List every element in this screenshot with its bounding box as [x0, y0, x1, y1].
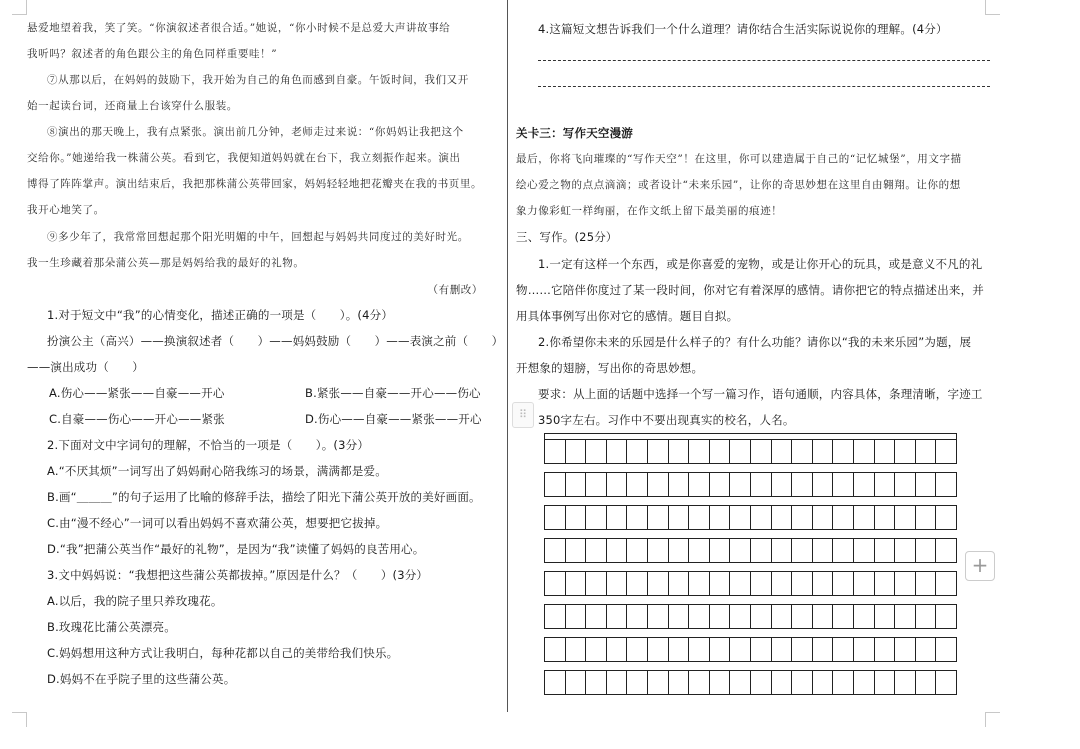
grid-cell[interactable]: [772, 572, 793, 595]
grid-cell[interactable]: [792, 440, 813, 463]
grid-cell[interactable]: [772, 539, 793, 562]
grid-cell[interactable]: [833, 440, 854, 463]
grid-cell[interactable]: [895, 605, 916, 628]
grid-cell[interactable]: [772, 638, 793, 661]
grid-cell[interactable]: [751, 506, 772, 529]
grid-cell[interactable]: [833, 671, 854, 694]
grid-cell[interactable]: [936, 671, 956, 694]
grid-cell[interactable]: [586, 572, 607, 595]
grid-cell[interactable]: [792, 506, 813, 529]
grid-cell[interactable]: [669, 638, 690, 661]
passage-line: 交给你。”她递给我一株蒲公英。看到它，我便知道妈妈就在台下，我立刻振作起来。演出: [27, 152, 461, 164]
grid-cell[interactable]: [895, 506, 916, 529]
option-b[interactable]: B.紧张——自豪——开心——伤心: [305, 386, 481, 400]
grid-cell[interactable]: [875, 539, 896, 562]
grid-cell[interactable]: [689, 539, 710, 562]
grid-cell[interactable]: [813, 506, 834, 529]
column-divider: [507, 0, 508, 712]
passage-line: 我一生珍藏着那朵蒲公英—那是妈妈给我的最好的礼物。: [27, 257, 305, 269]
grid-cell[interactable]: [854, 506, 875, 529]
grid-cell[interactable]: [833, 473, 854, 496]
page-corner-mark: [985, 712, 1000, 727]
grid-cell[interactable]: [936, 473, 956, 496]
prompt-1: 物……它陪伴你度过了某一段时间，你对它有着深厚的感情。请你把它的特点描述出来，并: [516, 283, 984, 297]
grid-cell[interactable]: [936, 638, 956, 661]
grid-cell[interactable]: [730, 440, 751, 463]
grid-cell[interactable]: [730, 638, 751, 661]
grid-cell[interactable]: [648, 506, 669, 529]
option-c[interactable]: C.妈妈想用这种方式让我明白，每种花都以自己的美带给我们快乐。: [47, 646, 399, 660]
grid-cell[interactable]: [710, 638, 731, 661]
grid-cell[interactable]: [566, 671, 587, 694]
grid-cell[interactable]: [607, 572, 628, 595]
grid-cell[interactable]: [689, 605, 710, 628]
section-3-heading: 三、写作。(25分）: [516, 230, 618, 244]
level-3-text: 绘心爱之物的点点滴滴；或者设计“未来乐园”，让你的奇思妙想在这里自由翱翔。让你的想: [516, 179, 961, 191]
grid-cell[interactable]: [833, 506, 854, 529]
passage-line: ⑧演出的那天晚上，我有点紧张。演出前几分钟，老师走过来说：“你妈妈让我把这个: [47, 126, 464, 138]
option-d[interactable]: D.“我”把蒲公英当作“最好的礼物”，是因为“我”读懂了妈妈的良苦用心。: [47, 542, 425, 556]
grid-cell[interactable]: [751, 638, 772, 661]
drag-handle-icon[interactable]: ⠿: [512, 402, 534, 428]
grid-cell[interactable]: [607, 638, 628, 661]
grid-cell[interactable]: [710, 605, 731, 628]
grid-cell[interactable]: [916, 671, 937, 694]
grid-cell[interactable]: [607, 473, 628, 496]
page-corner-mark: [12, 712, 27, 727]
grid-cell[interactable]: [772, 473, 793, 496]
prompt-2: 2.你希望你未来的乐园是什么样子的？有什么功能？请你以“我的未来乐园”为题，展: [538, 335, 972, 349]
grid-cell[interactable]: [669, 572, 690, 595]
grid-cell[interactable]: [936, 440, 956, 463]
grid-cell[interactable]: [648, 671, 669, 694]
grid-cell[interactable]: [689, 440, 710, 463]
grid-cell[interactable]: [854, 440, 875, 463]
grid-cell[interactable]: [566, 440, 587, 463]
grid-cell[interactable]: [751, 572, 772, 595]
option-c[interactable]: C.自豪——伤心——开心——紧张: [49, 412, 225, 426]
grid-cell[interactable]: [854, 473, 875, 496]
grid-cell[interactable]: [627, 605, 648, 628]
passage-line: ⑨多少年了，我常常回想起那个阳光明媚的中午，回想起与妈妈共同度过的美好时光。: [47, 231, 469, 243]
grid-cell[interactable]: [936, 506, 956, 529]
grid-cell[interactable]: [689, 638, 710, 661]
option-b[interactable]: B.画“＿＿＿”的句子运用了比喻的修辞手法，描绘了阳光下蒲公英开放的美好画面。: [47, 490, 481, 504]
grid-cell[interactable]: [751, 539, 772, 562]
grid-cell[interactable]: [586, 506, 607, 529]
grid-cell[interactable]: [710, 671, 731, 694]
grid-cell[interactable]: [586, 539, 607, 562]
grid-cell[interactable]: [669, 440, 690, 463]
level-3-text: 象力像彩虹一样绚丽，在作文纸上留下最美丽的痕迹！: [516, 205, 783, 217]
passage-line: 博得了阵阵掌声。演出结束后，我把那株蒲公英带回家，妈妈轻轻地把花瓣夹在我的书页里。: [27, 178, 483, 190]
option-a[interactable]: A.“不厌其烦”一词写出了妈妈耐心陪我练习的场景，满满都是爱。: [47, 464, 387, 478]
grid-cell[interactable]: [813, 671, 834, 694]
grid-cell[interactable]: [545, 473, 566, 496]
grid-cell[interactable]: [936, 539, 956, 562]
grid-cell[interactable]: [916, 605, 937, 628]
grid-cell[interactable]: [545, 671, 566, 694]
passage-line: 我开心地笑了。: [27, 204, 105, 216]
option-b[interactable]: B.玫瑰花比蒲公英漂亮。: [47, 620, 176, 634]
grid-cell[interactable]: [916, 638, 937, 661]
grid-cell[interactable]: [854, 671, 875, 694]
grid-cell[interactable]: [627, 671, 648, 694]
grid-cell[interactable]: [895, 572, 916, 595]
grid-cell[interactable]: [627, 638, 648, 661]
question-2-stem: 2.下面对文中字词句的理解，不恰当的一项是（ ）。(3分）: [47, 438, 370, 452]
page-corner-mark: [12, 0, 27, 15]
grid-cell[interactable]: [813, 638, 834, 661]
grid-cell[interactable]: [875, 605, 896, 628]
grid-cell[interactable]: [586, 671, 607, 694]
grid-cell[interactable]: [689, 506, 710, 529]
grid-cell[interactable]: [833, 539, 854, 562]
grid-cell[interactable]: [895, 539, 916, 562]
composition-grid[interactable]: [544, 439, 957, 703]
level-3-title: 关卡三：写作天空漫游: [516, 126, 633, 140]
grid-row: [544, 604, 957, 629]
grid-cell[interactable]: [648, 440, 669, 463]
grid-row: [544, 538, 957, 563]
grid-cell[interactable]: [813, 539, 834, 562]
grid-cell[interactable]: [813, 605, 834, 628]
grid-cell[interactable]: [772, 605, 793, 628]
grid-cell[interactable]: [669, 506, 690, 529]
grid-cell[interactable]: [916, 473, 937, 496]
grid-cell[interactable]: [627, 473, 648, 496]
grid-cell[interactable]: [916, 572, 937, 595]
grid-cell[interactable]: [895, 671, 916, 694]
grid-cell[interactable]: [730, 605, 751, 628]
grid-row: [544, 505, 957, 530]
grid-row: [544, 439, 957, 464]
grid-cell[interactable]: [545, 638, 566, 661]
question-4-stem: 4.这篇短文想告诉我们一个什么道理？请你结合生活实际说说你的理解。(4分）: [538, 22, 948, 36]
grid-cell[interactable]: [792, 671, 813, 694]
option-d[interactable]: D.伤心——自豪——紧张——开心: [305, 412, 482, 426]
grid-cell[interactable]: [566, 473, 587, 496]
grid-cell[interactable]: [710, 440, 731, 463]
grid-cell[interactable]: [730, 506, 751, 529]
passage-line: 始一起读台词，还商量上台该穿什么服装。: [27, 100, 238, 112]
grid-cell[interactable]: [586, 440, 607, 463]
grid-cell[interactable]: [916, 440, 937, 463]
grid-cell[interactable]: [566, 638, 587, 661]
option-a[interactable]: A.以后，我的院子里只养玫瑰花。: [47, 594, 223, 608]
grid-cell[interactable]: [586, 473, 607, 496]
grid-cell[interactable]: [689, 473, 710, 496]
grid-cell[interactable]: [895, 473, 916, 496]
plus-icon[interactable]: +: [965, 551, 995, 581]
grid-cell[interactable]: [669, 473, 690, 496]
grid-cell[interactable]: [854, 605, 875, 628]
passage-line: 悬爱地望着我，笑了笑。“你演叙述者很合适。”她说，“你小时候不是总爱大声讲故事给: [27, 22, 451, 34]
grid-cell[interactable]: [710, 506, 731, 529]
grid-cell[interactable]: [875, 638, 896, 661]
prompt-2: 开想象的翅膀，写出你的奇思妙想。: [516, 361, 704, 375]
page-corner-mark: [985, 0, 1000, 15]
grid-cell[interactable]: [772, 506, 793, 529]
grid-cell[interactable]: [875, 671, 896, 694]
grid-cell[interactable]: [813, 473, 834, 496]
prompt-1: 1.一定有这样一个东西，或是你喜爱的宠物，或是让你开心的玩具，或是意义不凡的礼: [538, 257, 983, 271]
grid-cell[interactable]: [669, 605, 690, 628]
grid-row: [544, 571, 957, 596]
grid-cell[interactable]: [751, 671, 772, 694]
grid-cell[interactable]: [689, 572, 710, 595]
passage-line: 我听吗？叙述者的角色跟公主的角色同样重要哇！”: [27, 48, 278, 60]
grid-cell[interactable]: [648, 473, 669, 496]
grid-cell[interactable]: [792, 572, 813, 595]
level-3-text: 最后，你将飞向璀璨的“写作天空”！在这里，你可以建造属于自己的“记忆城堡”，用文字描: [516, 153, 962, 165]
grid-cell[interactable]: [566, 506, 587, 529]
grid-cell[interactable]: [936, 605, 956, 628]
grid-cell[interactable]: [545, 440, 566, 463]
grid-cell[interactable]: [751, 473, 772, 496]
grid-cell[interactable]: [566, 539, 587, 562]
grid-cell[interactable]: [916, 539, 937, 562]
grid-cell[interactable]: [875, 440, 896, 463]
grid-cell[interactable]: [669, 539, 690, 562]
grid-cell[interactable]: [545, 572, 566, 595]
grid-cell[interactable]: [875, 473, 896, 496]
question-1-chain: 扮演公主（高兴）——换演叙述者（ ）——妈妈鼓励（ ）——表演之前（ ）: [47, 334, 504, 348]
grid-cell[interactable]: [648, 605, 669, 628]
grid-cell[interactable]: [792, 605, 813, 628]
grid-cell[interactable]: [895, 440, 916, 463]
grid-cell[interactable]: [833, 605, 854, 628]
grid-cell[interactable]: [772, 671, 793, 694]
option-c[interactable]: C.由“漫不经心”一词可以看出妈妈不喜欢蒲公英，想要把它拔掉。: [47, 516, 388, 530]
grid-cell[interactable]: [710, 572, 731, 595]
grid-cell[interactable]: [627, 539, 648, 562]
passage-line: ⑦从那以后，在妈妈的鼓励下，我开始为自己的角色而感到自豪。午饭时间，我们又开: [47, 74, 469, 86]
grid-cell[interactable]: [566, 605, 587, 628]
question-1-chain: ——演出成功（ ）: [27, 360, 144, 374]
grid-cell[interactable]: [936, 572, 956, 595]
grid-cell[interactable]: [586, 605, 607, 628]
grid-cell[interactable]: [813, 572, 834, 595]
grid-cell[interactable]: [772, 440, 793, 463]
grid-cell[interactable]: [607, 671, 628, 694]
grid-cell[interactable]: [730, 572, 751, 595]
grid-cell[interactable]: [545, 605, 566, 628]
grid-cell[interactable]: [607, 440, 628, 463]
option-a[interactable]: A.伤心——紧张——自豪——开心: [49, 386, 225, 400]
question-3-stem: 3.文中妈妈说：“我想把这些蒲公英都拔掉。”原因是什么？（ ）(3分）: [47, 568, 429, 582]
grid-cell[interactable]: [730, 671, 751, 694]
grid-cell[interactable]: [545, 539, 566, 562]
grid-cell[interactable]: [751, 605, 772, 628]
grid-cell[interactable]: [627, 506, 648, 529]
grid-cell[interactable]: [792, 473, 813, 496]
grid-cell[interactable]: [648, 572, 669, 595]
grid-row: [544, 637, 957, 662]
grid-cell[interactable]: [689, 671, 710, 694]
grid-row: [544, 472, 957, 497]
grid-cell[interactable]: [730, 539, 751, 562]
grid-row: [544, 670, 957, 695]
grid-cell[interactable]: [545, 506, 566, 529]
requirement: 350字左右。习作中不要出现真实的校名，人名。: [538, 413, 795, 427]
grid-cell[interactable]: [586, 638, 607, 661]
grid-cell[interactable]: [607, 506, 628, 529]
grid-cell[interactable]: [854, 539, 875, 562]
answer-line: [538, 60, 990, 61]
option-d[interactable]: D.妈妈不在乎院子里的这些蒲公英。: [47, 672, 236, 686]
grid-cell[interactable]: [792, 539, 813, 562]
grid-cell[interactable]: [648, 638, 669, 661]
question-1-stem: 1.对于短文中“我”的心情变化，描述正确的一项是（ ）。(4分）: [47, 308, 394, 322]
grid-cell[interactable]: [607, 605, 628, 628]
grid-cell[interactable]: [854, 638, 875, 661]
grid-cell[interactable]: [833, 572, 854, 595]
grid-cell[interactable]: [627, 572, 648, 595]
source-note: （有删改）: [427, 284, 483, 296]
grid-cell[interactable]: [833, 638, 854, 661]
prompt-1: 用具体事例写出你对它的感情。题目自拟。: [516, 309, 739, 323]
grid-cell[interactable]: [648, 539, 669, 562]
grid-cell[interactable]: [751, 440, 772, 463]
grid-cell[interactable]: [710, 539, 731, 562]
grid-cell[interactable]: [710, 473, 731, 496]
grid-cell[interactable]: [875, 506, 896, 529]
grid-cell[interactable]: [669, 671, 690, 694]
grid-cell[interactable]: [916, 506, 937, 529]
requirement: 要求：从上面的话题中选择一个写一篇习作，语句通顺，内容具体，条理清晰，字迹工: [538, 387, 983, 401]
answer-line: [538, 86, 990, 87]
grid-cell[interactable]: [895, 638, 916, 661]
grid-cell[interactable]: [875, 572, 896, 595]
grid-cell[interactable]: [792, 638, 813, 661]
grid-cell[interactable]: [730, 473, 751, 496]
grid-cell[interactable]: [607, 539, 628, 562]
grid-cell[interactable]: [854, 572, 875, 595]
grid-cell[interactable]: [566, 572, 587, 595]
grid-cell[interactable]: [813, 440, 834, 463]
grid-cell[interactable]: [627, 440, 648, 463]
